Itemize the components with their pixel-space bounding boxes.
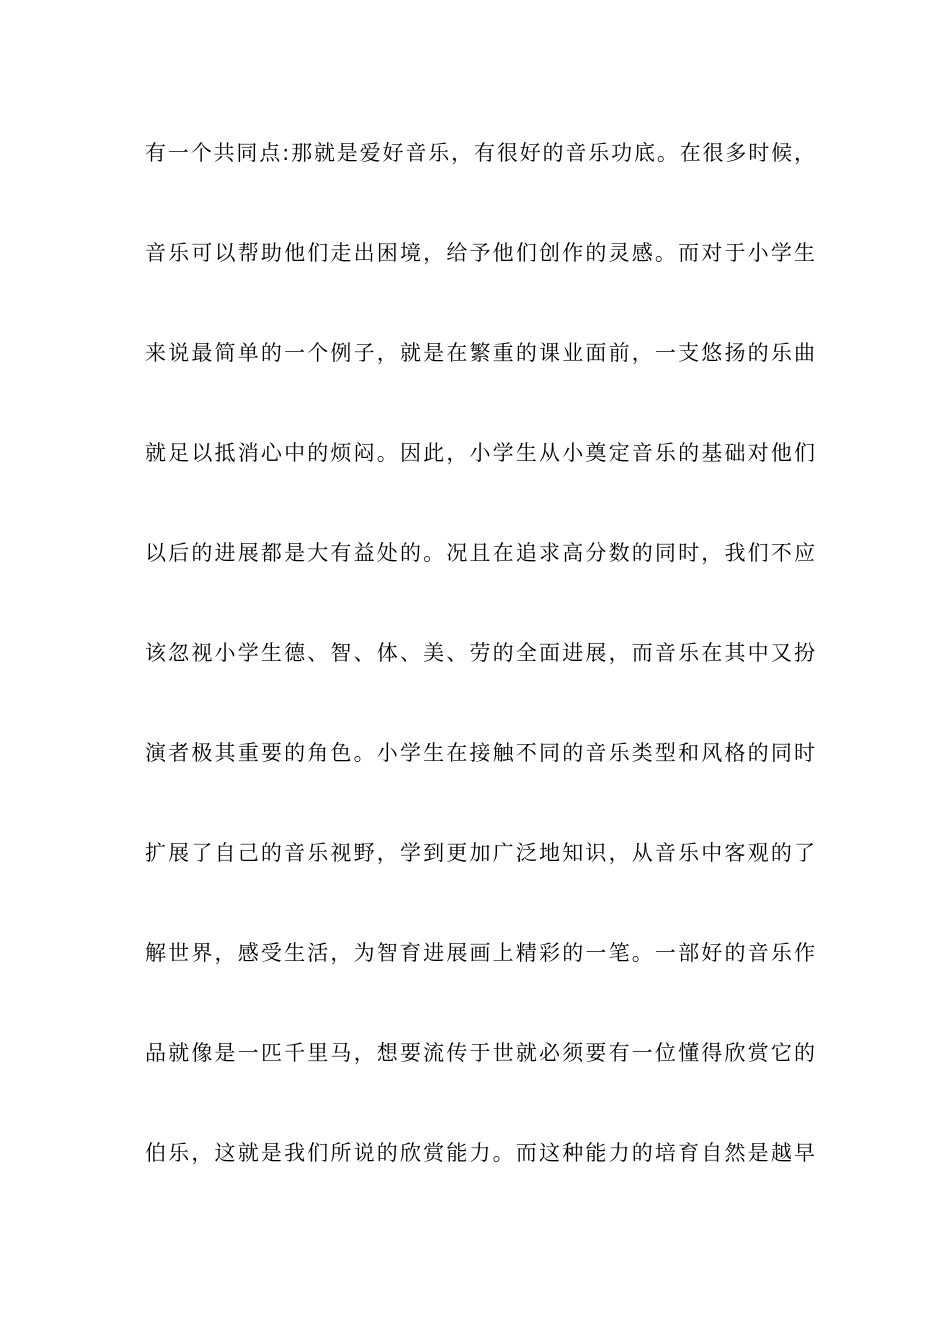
text-line-8: 扩展了自己的音乐视野，学到更加广泛地知识，从音乐中客观的了: [145, 841, 815, 865]
text-line-2: 音乐可以帮助他们走出困境，给予他们创作的灵感。而对于小学生: [145, 241, 815, 265]
text-line-1: 有一个共同点:那就是爱好音乐，有很好的音乐功底。在很多时候，: [145, 141, 815, 165]
text-line-3: 来说最简单的一个例子，就是在繁重的课业面前，一支悠扬的乐曲: [145, 341, 815, 365]
text-line-9: 解世界，感受生活，为智育进展画上精彩的一笔。一部好的音乐作: [145, 941, 815, 965]
text-line-10: 品就像是一匹千里马，想要流传于世就必须要有一位懂得欣赏它的: [145, 1041, 815, 1065]
text-line-6: 该忽视小学生德、智、体、美、劳的全面进展，而音乐在其中又扮: [145, 641, 815, 665]
text-line-5: 以后的进展都是大有益处的。况且在追求高分数的同时，我们不应: [145, 541, 815, 565]
text-line-4: 就足以抵消心中的烦闷。因此，小学生从小奠定音乐的基础对他们: [145, 441, 815, 465]
text-line-11: 伯乐，这就是我们所说的欣赏能力。而这种能力的培育自然是越早: [145, 1141, 815, 1165]
text-line-7: 演者极其重要的角色。小学生在接触不同的音乐类型和风格的同时: [145, 741, 815, 765]
body-text: [145, 128, 815, 1228]
